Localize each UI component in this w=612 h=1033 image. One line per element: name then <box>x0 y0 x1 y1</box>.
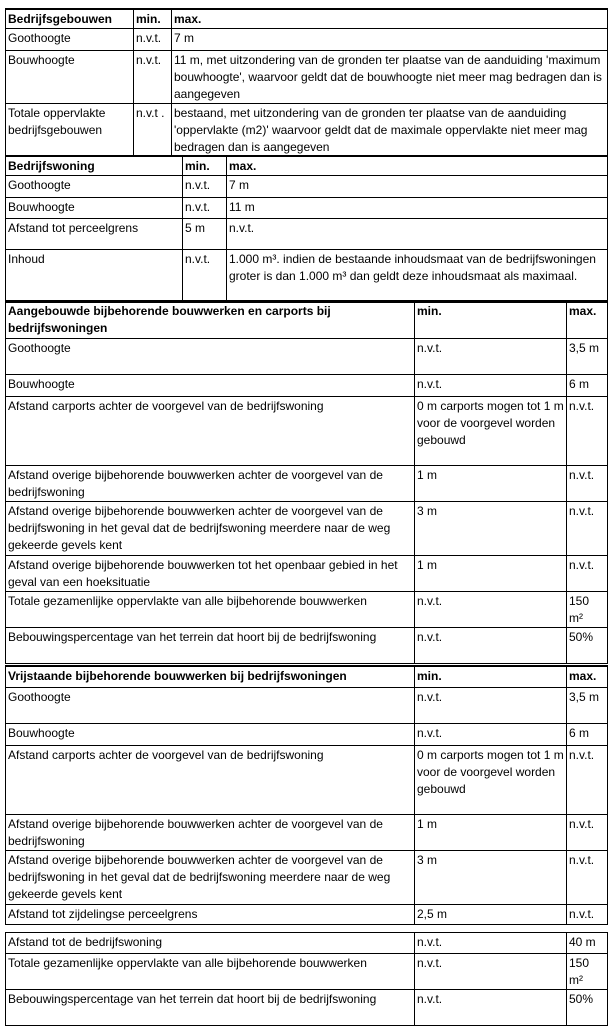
row-label: Afstand carports achter de voorgevel van de bedrijfswoning <box>6 396 415 465</box>
row-label: Afstand overige bijbehorende bouwwerken tot het openbaar gebied in het geval van een hoeksituatie <box>6 555 415 591</box>
row-min: n.v.t. <box>415 591 567 627</box>
row-min: n.v.t. <box>183 176 227 198</box>
header-label: Aangebouwde bijbehorende bouwwerken en carports bij bedrijfswoningen <box>6 301 415 338</box>
header-label: Vrijstaande bijbehorende bouwwerken bij bedrijfswoningen <box>6 666 415 687</box>
row-label: Afstand tot zijdelingse perceelgrens <box>6 904 415 924</box>
table-row <box>6 29 608 51</box>
header-min: min. <box>134 9 172 29</box>
row-label: Goothoogte <box>6 687 415 723</box>
header-max: max. <box>567 666 608 687</box>
row-label: Inhoud <box>6 250 183 303</box>
header-min: min. <box>415 666 567 687</box>
row-max: 11 m <box>227 198 608 219</box>
row-max: 50% <box>567 990 608 1026</box>
row-max: n.v.t. <box>567 396 608 465</box>
header-max: max. <box>172 9 608 29</box>
row-max: n.v.t. <box>567 904 608 924</box>
table-header-row <box>6 301 608 338</box>
row-label: Goothoogte <box>6 176 183 198</box>
row-min: n.v.t. <box>415 687 567 723</box>
row-label: Bebouwingspercentage van het terrein dat hoort bij de bedrijfswoning <box>6 990 415 1026</box>
row-label: Bouwhoogte <box>6 723 415 745</box>
table-header-row <box>6 156 608 176</box>
row-label: Afstand carports achter de voorgevel van de bedrijfswoning <box>6 745 415 814</box>
table-row <box>6 627 608 663</box>
row-max: n.v.t. <box>567 850 608 904</box>
table-bedrijfswoning <box>5 155 608 303</box>
table-row <box>6 555 608 591</box>
row-max: 7 m <box>227 176 608 198</box>
row-min: n.v.t. <box>415 933 567 954</box>
table-row <box>6 933 608 954</box>
row-max: 3,5 m <box>567 687 608 723</box>
row-min: 3 m <box>415 850 567 904</box>
table-row <box>6 904 608 924</box>
table-row <box>6 396 608 465</box>
header-label: Bedrijfswoning <box>6 156 183 176</box>
row-min: n.v.t. <box>134 29 172 51</box>
row-label: Totale gezamenlijke oppervlakte van alle bijbehorende bouwwerken <box>6 954 415 990</box>
row-label: Bebouwingspercentage van het terrein dat hoort bij de bedrijfswoning <box>6 627 415 663</box>
table-row <box>6 990 608 1026</box>
row-min: 1 m <box>415 555 567 591</box>
row-max: n.v.t. <box>227 219 608 250</box>
row-label: Totale oppervlakte bedrijfsgebouwen <box>6 104 134 157</box>
row-max: n.v.t. <box>567 745 608 814</box>
row-label: Afstand overige bijbehorende bouwwerken achter de voorgevel van de bedrijfswoning <box>6 465 415 501</box>
row-min: 1 m <box>415 465 567 501</box>
row-label: Bouwhoogte <box>6 51 134 104</box>
row-min: 0 m carports mogen tot 1 m voor de voorgevel worden gebouwd <box>415 396 567 465</box>
row-max: 150 m² <box>567 954 608 990</box>
row-max: n.v.t. <box>567 555 608 591</box>
row-max: n.v.t. <box>567 501 608 555</box>
row-max: 6 m <box>567 374 608 396</box>
row-min: 5 m <box>183 219 227 250</box>
row-min: n.v.t. <box>415 338 567 374</box>
row-label: Bouwhoogte <box>6 374 415 396</box>
row-max: 1.000 m³. indien de bestaande inhoudsmaat van de bedrijfswoningen groter is dan 1.000 m³ dan geldt deze inhoudsmaat als maximaal. <box>227 250 608 303</box>
row-max: bestaand, met uitzondering van de gronden ter plaatse van de aanduiding 'oppervlakte (m2)' waarvoor geldt dat de maximale oppervlakte niet meer mag bedragen dan is aangegeven <box>172 104 608 157</box>
row-min: 0 m carports mogen tot 1 m voor de voorgevel worden gebouwd <box>415 745 567 814</box>
row-label: Afstand overige bijbehorende bouwwerken achter de voorgevel van de bedrijfswoning in het geval dat de bedrijfswoning meerdere naar de weg gekeerde gevels kent <box>6 850 415 904</box>
row-max: n.v.t. <box>567 465 608 501</box>
row-min: n.v.t. <box>415 954 567 990</box>
header-max: max. <box>227 156 608 176</box>
table-aangebouwde-bouwwerken <box>5 300 608 664</box>
header-max: max. <box>567 301 608 338</box>
row-label: Afstand overige bijbehorende bouwwerken achter de voorgevel van de bedrijfswoning in het geval dat de bedrijfswoning meerdere naar de weg gekeerde gevels kent <box>6 501 415 555</box>
row-label: Totale gezamenlijke oppervlakte van alle bijbehorende bouwwerken <box>6 591 415 627</box>
row-min: 1 m <box>415 814 567 850</box>
table-row <box>6 104 608 157</box>
table-row <box>6 745 608 814</box>
row-label: Afstand tot perceelgrens <box>6 219 183 250</box>
row-max: 150 m² <box>567 591 608 627</box>
row-min: 3 m <box>415 501 567 555</box>
row-min: n.v.t. <box>134 51 172 104</box>
row-min: n.v.t. <box>183 250 227 303</box>
table-bedrijfsgebouwen <box>5 8 608 157</box>
table-row <box>6 250 608 303</box>
row-max: 50% <box>567 627 608 663</box>
table-row <box>6 501 608 555</box>
row-min: n.v.t. <box>415 627 567 663</box>
header-min: min. <box>415 301 567 338</box>
table-header-row <box>6 666 608 687</box>
row-min: n.v.t. <box>415 723 567 745</box>
row-label: Goothoogte <box>6 29 134 51</box>
row-label: Afstand tot de bedrijfswoning <box>6 933 415 954</box>
table-row <box>6 591 608 627</box>
row-max: 3,5 m <box>567 338 608 374</box>
row-max: 6 m <box>567 723 608 745</box>
table-row <box>6 338 608 374</box>
table-vrijstaande-bouwwerken <box>5 665 608 925</box>
row-min: n.v.t. <box>183 198 227 219</box>
table-row <box>6 51 608 104</box>
table-row <box>6 198 608 219</box>
header-min: min. <box>183 156 227 176</box>
table-row <box>6 850 608 904</box>
row-min: n.v.t . <box>134 104 172 157</box>
row-label: Afstand overige bijbehorende bouwwerken achter de voorgevel van de bedrijfswoning <box>6 814 415 850</box>
row-max: 40 m <box>567 933 608 954</box>
row-max: n.v.t. <box>567 814 608 850</box>
table-row <box>6 219 608 250</box>
table-row <box>6 814 608 850</box>
row-min: n.v.t. <box>415 374 567 396</box>
row-min: 2,5 m <box>415 904 567 924</box>
table-row <box>6 374 608 396</box>
row-label: Goothoogte <box>6 338 415 374</box>
table-row <box>6 687 608 723</box>
table-row <box>6 176 608 198</box>
table-row <box>6 723 608 745</box>
table-row <box>6 954 608 990</box>
table-vrijstaande-vervolg <box>5 932 608 1026</box>
row-max: 7 m <box>172 29 608 51</box>
header-label: Bedrijfsgebouwen <box>6 9 134 29</box>
row-min: n.v.t. <box>415 990 567 1026</box>
row-max: 11 m, met uitzondering van de gronden ter plaatse van de aanduiding 'maximum bouwhoogte', waarvoor geldt dat de bouwhoogte niet meer mag bedragen dan is aangegeven <box>172 51 608 104</box>
row-label: Bouwhoogte <box>6 198 183 219</box>
table-header-row <box>6 9 608 29</box>
table-row <box>6 465 608 501</box>
